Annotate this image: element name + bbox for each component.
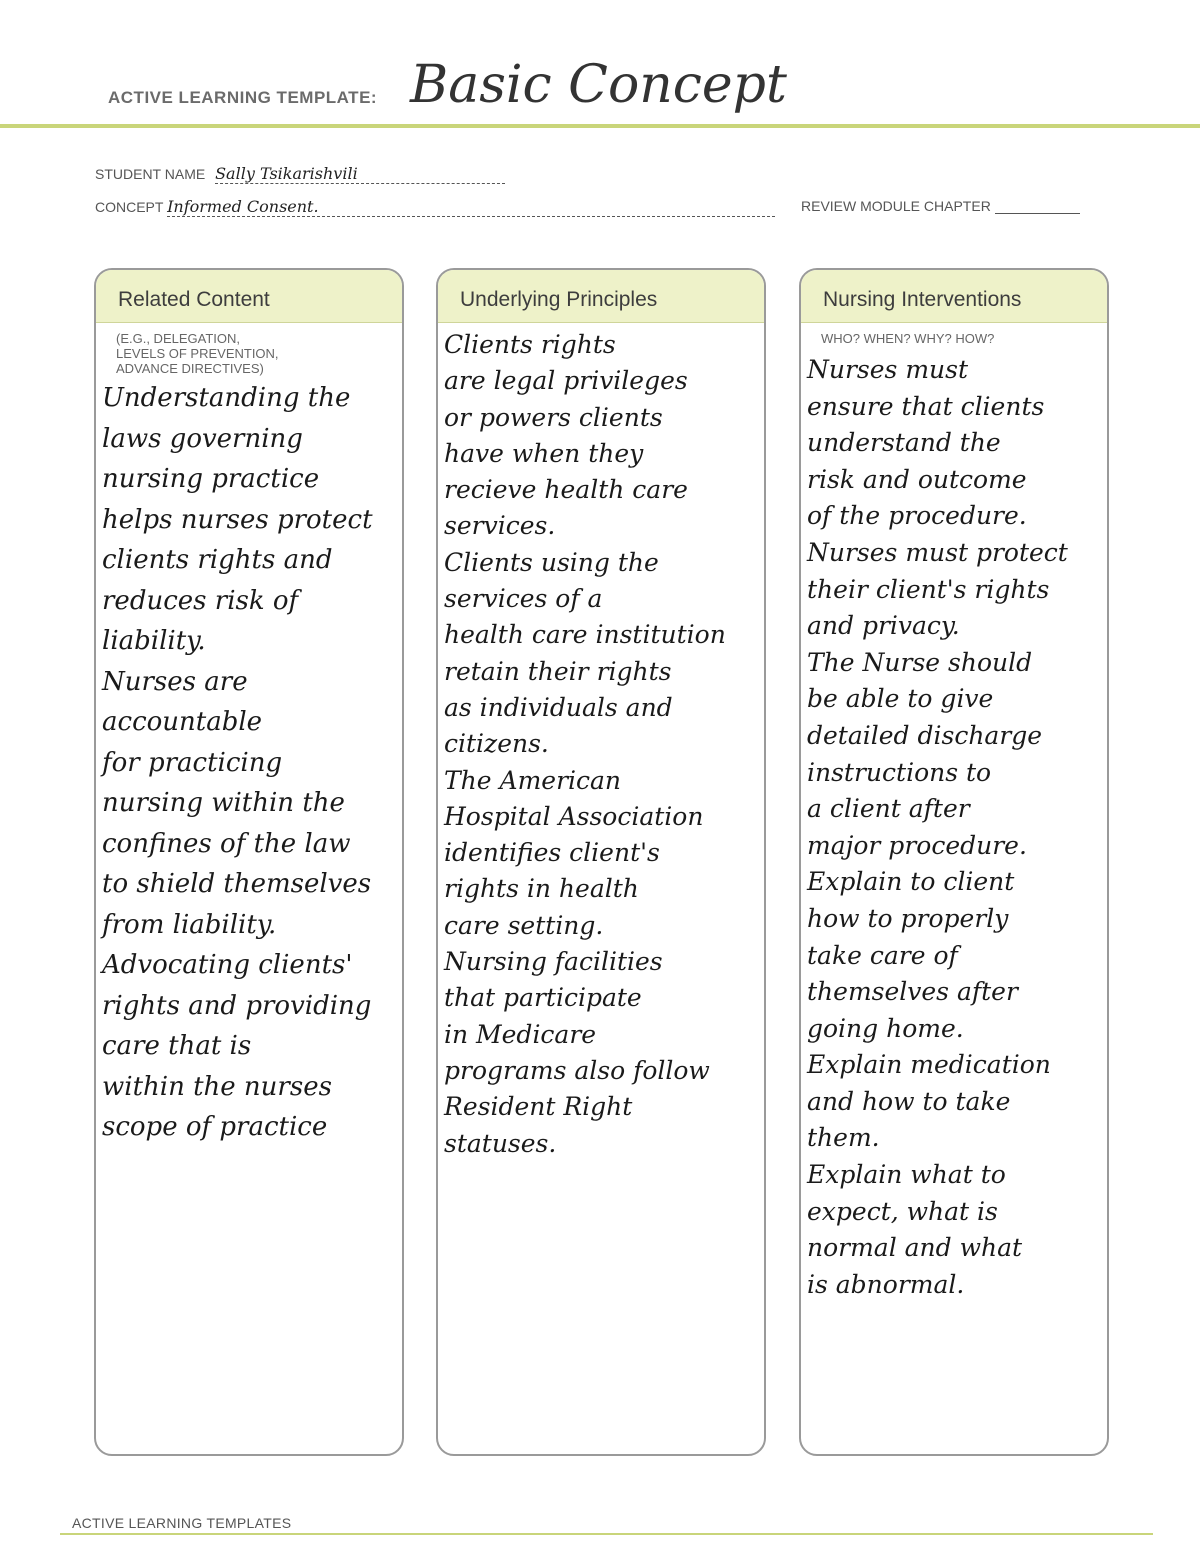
concept-row xyxy=(95,197,775,217)
template-title: Basic Concept xyxy=(410,55,787,115)
review-module-row xyxy=(801,197,1080,214)
related-content-subtitle: (E.G., DELEGATION, LEVELS OF PREVENTION, ADVANCE DIRECTIVES) xyxy=(116,331,279,376)
footer-label: ACTIVE LEARNING TEMPLATES xyxy=(72,1515,292,1531)
header-divider xyxy=(0,124,1200,128)
student-name-label: STUDENT NAME xyxy=(95,166,206,182)
nursing-interventions-text[interactable]: Nurses must ensure that clients understand the risk and outcome of the procedure. Nurses must protect their client's rights and privacy. The Nurse should be able to give detailed discharge instructions to a client after major procedure. Explain to client how to properly take care of themselves after going home. Explain medication and how to take them. Explain what to expect, what is normal and what is abnormal. xyxy=(807,355,1068,1299)
student-name-value[interactable]: Sally Tsikarishvili xyxy=(215,164,505,184)
template-header xyxy=(108,55,1008,125)
concept-label: CONCEPT xyxy=(95,199,164,215)
review-module-field[interactable] xyxy=(995,197,1080,214)
student-name-row xyxy=(95,164,505,184)
related-content-panel xyxy=(94,268,404,1456)
nursing-interventions-subtitle: WHO? WHEN? WHY? HOW? xyxy=(821,331,995,346)
template-label: ACTIVE LEARNING TEMPLATE: xyxy=(108,88,378,107)
footer-divider xyxy=(60,1533,1153,1535)
concept-value[interactable]: Informed Consent. xyxy=(167,197,775,217)
related-content-body xyxy=(96,378,402,1148)
underlying-principles-body xyxy=(438,327,764,1162)
nursing-interventions-panel xyxy=(799,268,1109,1456)
nursing-interventions-body xyxy=(801,352,1107,1303)
related-content-title: Related Content xyxy=(96,270,402,323)
underlying-principles-text[interactable]: Clients rights are legal privileges or powers clients have when they recieve health care services. Clients using the services of a health care institution retain their rights as individuals and citizens. The American Hospital Association identifies client's rights in health care setting. Nursing facilities that participate in Medicare programs also follow Resident Right statuses. xyxy=(444,330,726,1158)
review-module-label: REVIEW MODULE CHAPTER xyxy=(801,198,991,214)
nursing-interventions-title: Nursing Interventions xyxy=(801,270,1107,323)
underlying-principles-panel xyxy=(436,268,766,1456)
underlying-principles-title: Underlying Principles xyxy=(438,270,764,323)
related-content-text[interactable]: Understanding the laws governing nursing practice helps nurses protect clients rights and reduces risk of liability. Nurses are accountable for practicing nursing within the confines of the law to shield themselves from liability. Advocating clients' rights and providing care that is within the nurses scope of practice xyxy=(102,383,373,1142)
